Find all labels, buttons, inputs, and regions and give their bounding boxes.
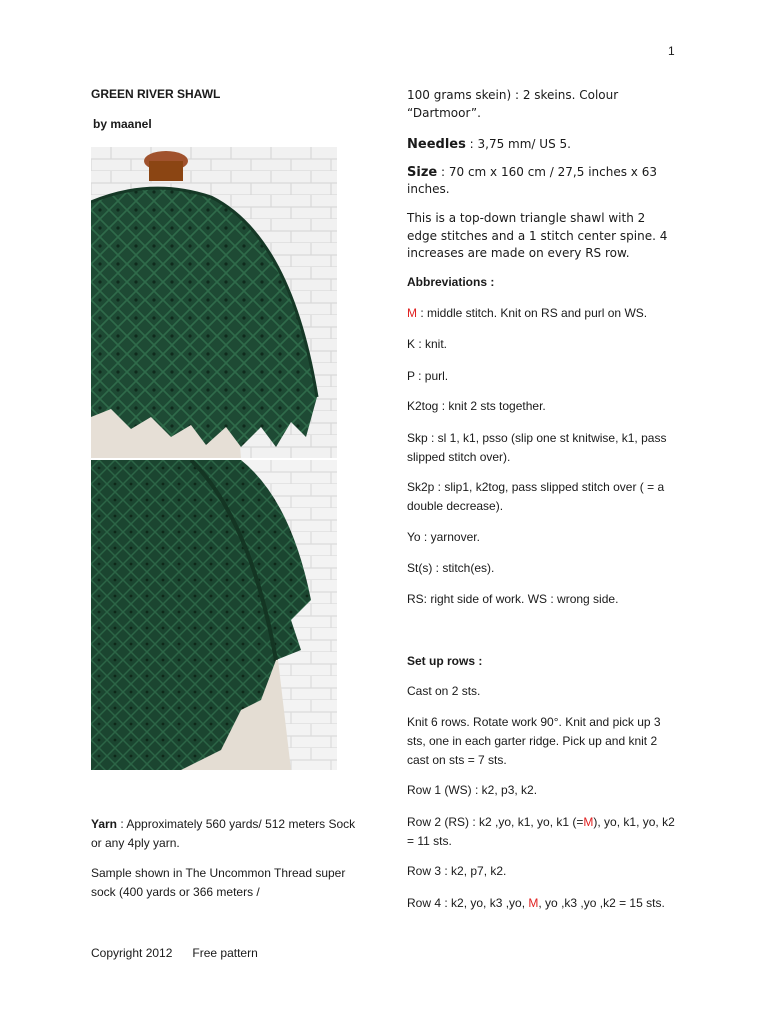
yarn-continued: 100 grams skein) : 2 skeins. Colour “Dartmoor”. — [407, 88, 619, 120]
shawl-photo-side — [91, 460, 337, 770]
abbrev-m-key: M — [407, 306, 417, 320]
abbrev-p: P : purl. — [407, 369, 449, 383]
cast-on: Cast on 2 sts. — [407, 684, 481, 698]
footer — [91, 946, 258, 960]
abbrev-k: K : knit. — [407, 337, 448, 351]
row-2-part-b: ), yo, k1, yo, k2 = 11 sts. — [407, 815, 675, 848]
abbreviations-heading — [407, 273, 679, 291]
copyright-text: Copyright 2012 — [91, 946, 173, 960]
yarn-info — [91, 815, 361, 853]
abbrev-st: St(s) : stitch(es). — [407, 561, 495, 575]
shawl-front-image — [91, 147, 337, 458]
shawl-photo-front — [91, 147, 337, 458]
row-4-part-b: , yo ,k3 ,yo ,k2 = 15 sts. — [538, 896, 665, 910]
row-2-part-a: Row 2 (RS) : k2 ,yo, k1, yo, k1 (= — [407, 815, 584, 829]
abbrev-rs: RS: right side of work. WS : wrong side. — [407, 592, 619, 606]
needles-line — [407, 135, 679, 154]
abbreviations-heading-text: Abbreviations : — [407, 275, 495, 289]
setup-heading — [407, 652, 679, 670]
row-3: Row 3 : k2, p7, k2. — [407, 864, 507, 878]
knit-six-rows: Knit 6 rows. Rotate work 90°. Knit and pick up 3 sts, one in each garter ridge. Pick up and knit 2 cast on sts = 7 sts. — [407, 715, 661, 767]
row-2 — [407, 813, 679, 851]
needles-label: Needles — [407, 137, 466, 152]
abbrev-m — [407, 304, 679, 322]
abbrev-sk2p: Sk2p : slip1, k2tog, pass slipped stitch over ( = a double decrease). — [407, 480, 665, 513]
yarn-label: Yarn — [91, 817, 118, 831]
description: This is a top-down triangle shawl with 2 edge stitches and a 1 stitch center spine. 4 increases are made on every RS row. — [407, 211, 668, 260]
abbrev-skp: Skp : sl 1, k1, psso (slip one st knitwise, k1, pass slipped stitch over). — [407, 431, 667, 464]
size-line — [407, 164, 679, 198]
abbrev-m-text: : middle stitch. Knit on RS and purl on WS. — [417, 306, 648, 320]
row-4-middle: M — [528, 896, 539, 910]
pattern-title: GREEN RIVER SHAWL — [91, 87, 221, 101]
row-4 — [407, 894, 679, 913]
shawl-side-image — [91, 460, 337, 770]
page-number: 1 — [668, 44, 675, 58]
abbrev-k2tog: K2tog : knit 2 sts together. — [407, 399, 546, 413]
author-byline: by maanel — [93, 117, 152, 131]
row-4-part-a: Row 4 : k2, yo, k3 ,yo, — [407, 896, 529, 910]
yarn-text: : Approximately 560 yards/ 512 meters Sock or any 4ply yarn. — [91, 817, 356, 850]
free-pattern-text: Free pattern — [192, 946, 258, 960]
sample-info: Sample shown in The Uncommon Thread super sock (400 yards or 366 meters / — [91, 866, 346, 899]
row-2-middle: M — [583, 815, 594, 829]
row-1: Row 1 (WS) : k2, p3, k2. — [407, 783, 538, 797]
abbrev-yo: Yo : yarnover. — [407, 530, 480, 544]
size-text: : 70 cm x 160 cm / 27,5 inches x 63 inches. — [407, 165, 657, 196]
needles-text: : 3,75 mm/ US 5. — [465, 137, 571, 151]
setup-heading-text: Set up rows : — [407, 654, 483, 668]
size-label: Size — [407, 165, 438, 180]
